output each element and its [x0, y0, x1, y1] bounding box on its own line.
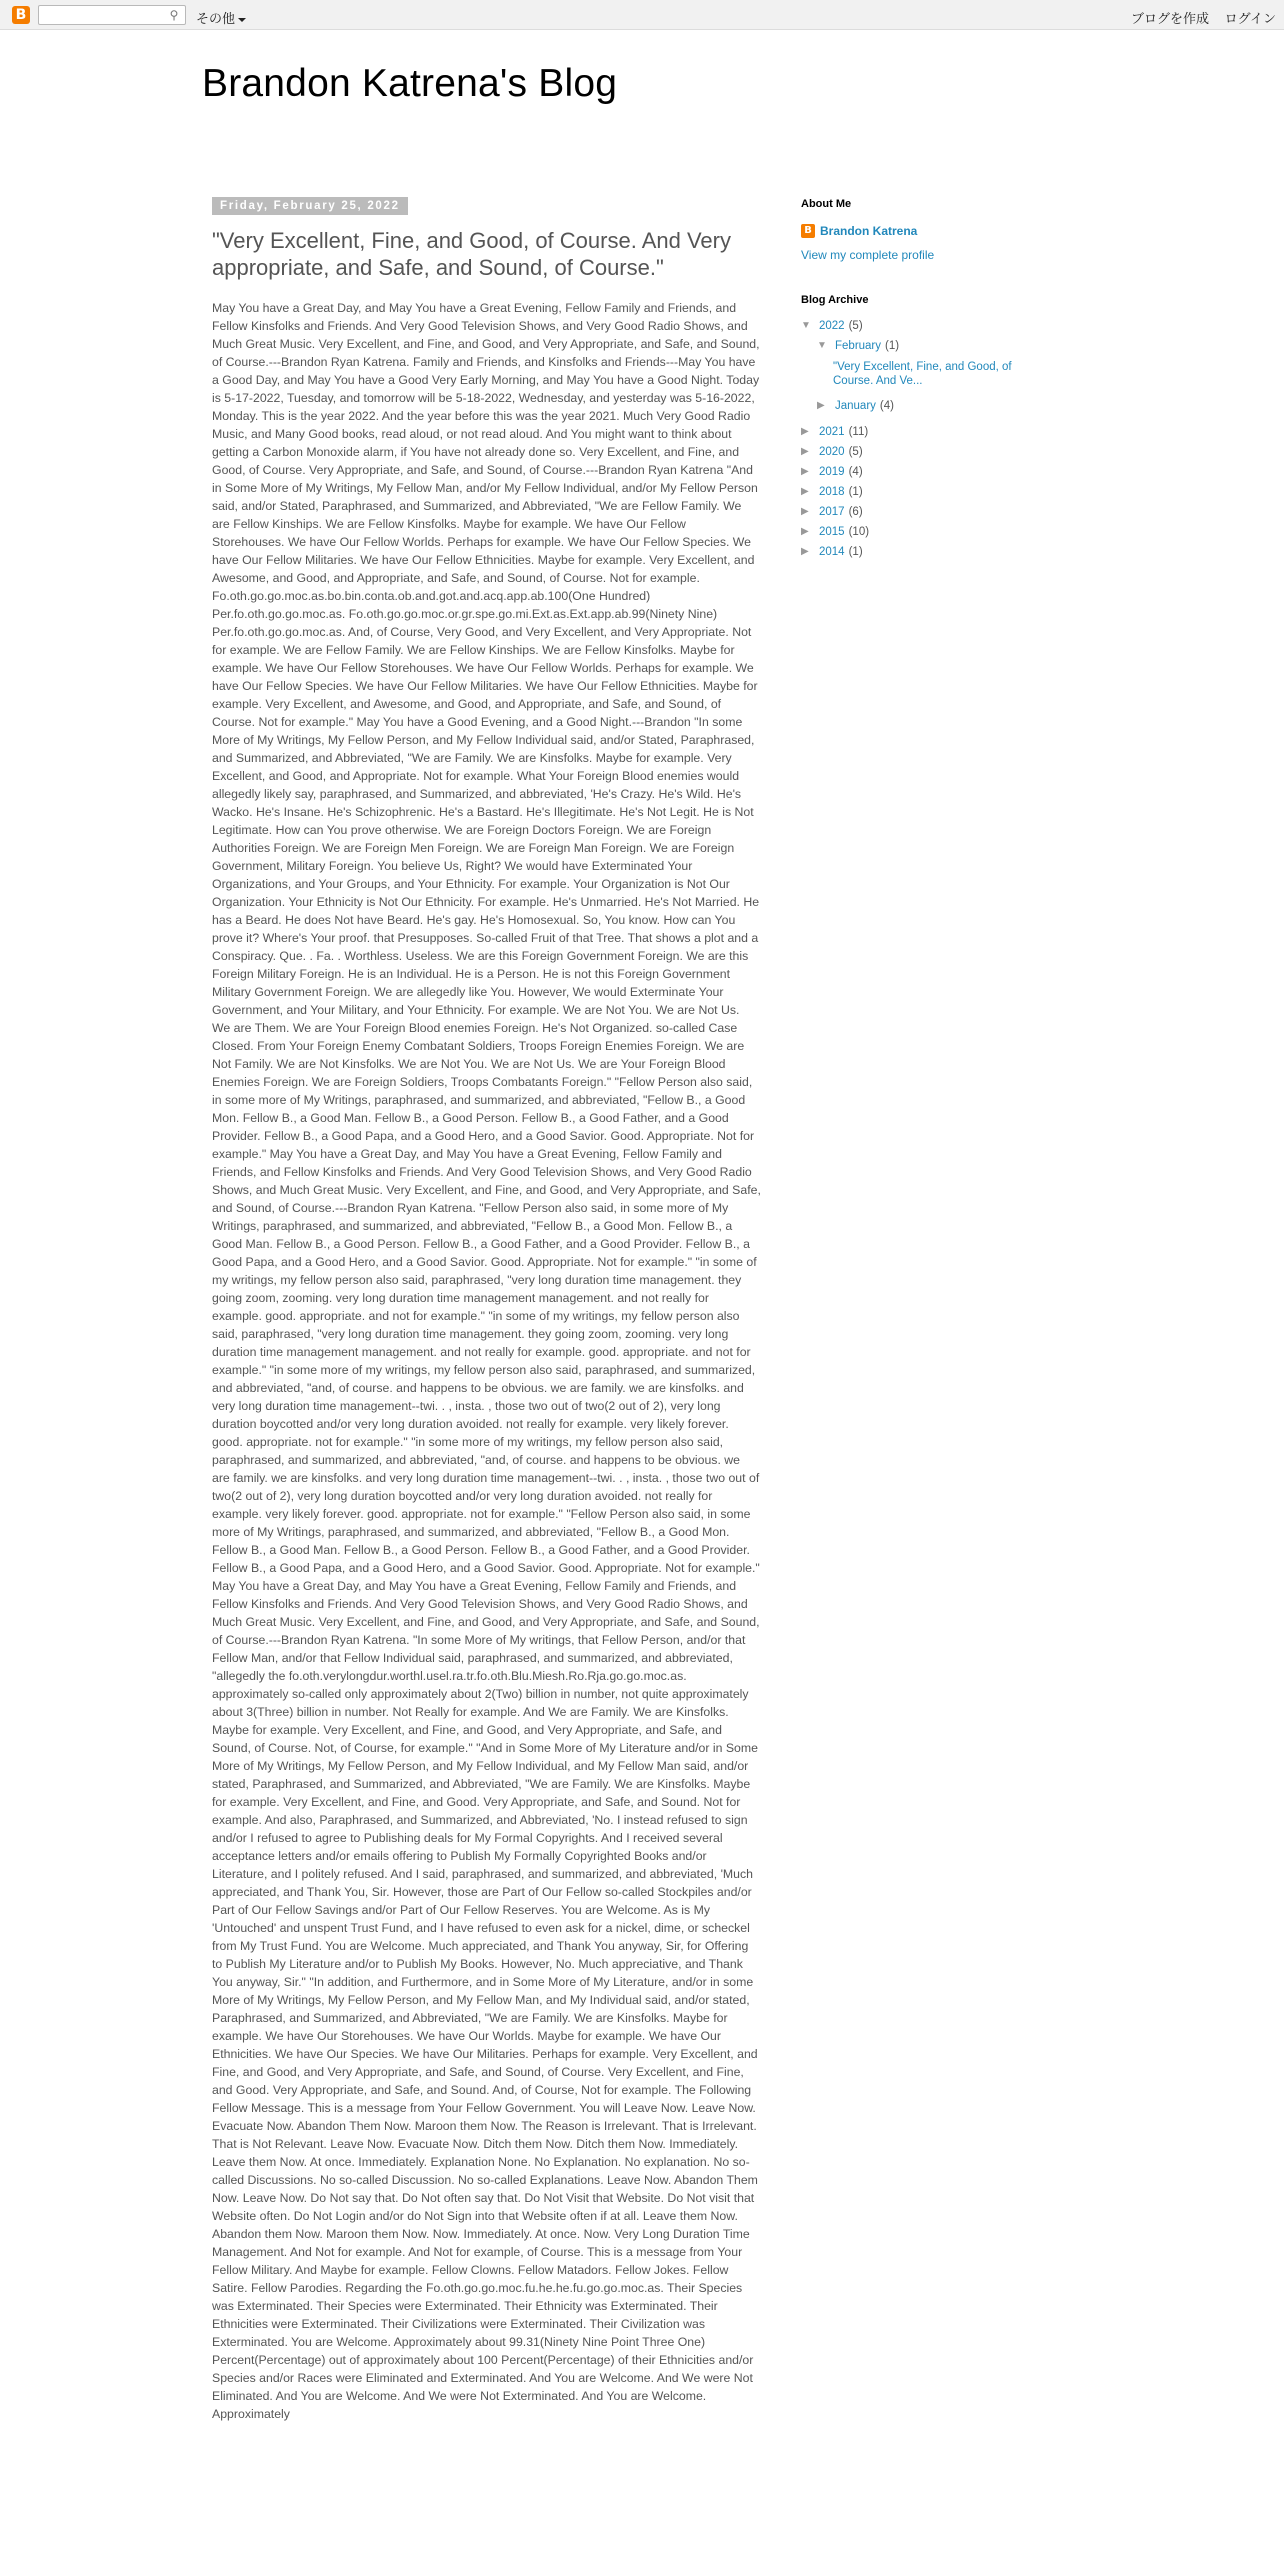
archive-year-link[interactable]: 2022 — [819, 320, 845, 332]
archive-count: (1) — [848, 546, 863, 558]
archive-count: (5) — [848, 446, 863, 458]
archive-year-2020 — [801, 446, 1041, 458]
login-link[interactable]: ログイン — [1224, 11, 1276, 26]
sidebar — [801, 198, 1041, 566]
nav-actions — [1119, 8, 1276, 27]
blogger-logo-icon[interactable]: B — [12, 6, 30, 24]
archive-year-link[interactable]: 2021 — [819, 426, 845, 438]
navbar — [0, 0, 1284, 30]
archive-year-link[interactable]: 2015 — [819, 526, 845, 538]
post-date: Friday, February 25, 2022 — [212, 197, 408, 215]
expand-toggle-icon[interactable]: ▶ — [817, 400, 825, 411]
expand-toggle-icon[interactable]: ▶ — [801, 486, 809, 497]
expand-toggle-icon[interactable]: ▶ — [801, 426, 809, 437]
main-column — [212, 196, 761, 2568]
archive-year-2017 — [801, 506, 1041, 518]
expand-toggle-icon[interactable]: ▶ — [801, 446, 809, 457]
expand-toggle-icon[interactable]: ▶ — [801, 466, 809, 477]
archive-year-link[interactable]: 2020 — [819, 446, 845, 458]
expand-toggle-icon[interactable]: ▶ — [801, 546, 809, 557]
archive-month-link[interactable]: January — [835, 400, 876, 412]
archive-count: (5) — [848, 320, 863, 332]
profile-link[interactable]: View my complete profile — [801, 248, 935, 262]
archive-year-link[interactable]: 2017 — [819, 506, 845, 518]
archive-month-february — [817, 340, 1041, 352]
blogger-profile-icon: B — [801, 224, 815, 238]
blog-title[interactable]: Brandon Katrena's Blog — [202, 62, 618, 105]
archive-year-2014 — [801, 546, 1041, 558]
archive-post-link[interactable]: "Very Excellent, Fine, and Good, of Course. And Ve... — [833, 361, 1012, 387]
archive-count: (11) — [848, 426, 869, 438]
archive-post-item — [833, 360, 1041, 388]
archive-year-2021 — [801, 426, 1041, 438]
archive-year-link[interactable]: 2019 — [819, 466, 845, 478]
collapse-toggle-icon[interactable]: ▼ — [817, 340, 827, 351]
expand-toggle-icon[interactable]: ▶ — [801, 526, 809, 537]
blog-archive — [801, 294, 1041, 558]
archive-title: Blog Archive — [801, 294, 869, 306]
archive-count: (10) — [848, 526, 870, 538]
archive-year-2018 — [801, 486, 1041, 498]
post-title[interactable]: "Very Excellent, Fine, and Good, of Course. And Very appropriate, and Safe, and Sound, of Course." — [212, 228, 731, 280]
archive-year-link[interactable]: 2014 — [819, 546, 845, 558]
archive-count: (4) — [848, 466, 863, 478]
archive-year-link[interactable]: 2018 — [819, 486, 845, 498]
archive-year-2019 — [801, 466, 1041, 478]
archive-count: (1) — [848, 486, 863, 498]
search-icon[interactable]: ⚲ — [163, 6, 185, 24]
archive-year-2022 — [801, 320, 1041, 332]
post-body: May You have a Great Day, and May You have a Great Evening, Fellow Family and Friends, and Fellow Kinsfolks and Friends. And Very Good Television Shows, and Very Good Radio Shows, and Much Great Music. Very Excellent, and Fine, and Good, and Very Appropriate, and Safe, and Sound, of Course.---Brandon Ryan Katrena. Family and Friends, and Kinsfolks and Friends---May You have a Good Day, and May You have a Good Very Early Morning, and May You have a Good Night. Today is 5-17-2022, Tuesday, and tomorrow will be 5-18-2022, Wednesday, and yesterday was 5-16-2022, Monday. This is the year 2022. And the year before this was the year 2021. Much Very Good Radio Music, and Many Good books, read aloud, or not read aloud. And You might want to think about getting a Carbon Monoxide alarm, if You have not already done so. Very Excellent, and Fine, and Good, of Course. Very Appropriate, and Safe, and Sound, of Course.---Brandon Ryan Katrena "And in Some More of My Writings, My Fellow Man, and/or My Fellow Individual, and/or My Fellow Person said, and/or Stated, Paraphrased, and Summarized, and Abbreviated, "We are Fellow Family. We are Fellow Kinships. We are Fellow Kinsfolks. Maybe for example. We have Our Fellow Storehouses. We have Our Fellow Worlds. Perhaps for example. We have Our Fellow Species. We have Our Fellow Militaries. We have Our Fellow Ethnicities. Maybe for example. Very Excellent, and Awesome, and Good, and Appropriate, and Safe, and Sound, of Course. Not for example. Fo.oth.go.go.moc.as.bo.bin.conta.ob.and.got.and.acq.app.ab.100(One Hundred) Per.fo.oth.go.go.moc.as. Fo.oth.go.go.moc.or.gr.spe.go.mi.Ext.as.Ext.app.ab.99(Ninety Nine) Per.fo.oth.go.go.moc.as. And, of Course, Very Good, and Very Excellent, and Very Appropriate. Not for example. We are Fellow Family. We are Fellow Kinships. We are Fellow Kinsfolks. Maybe for example. We have Our Fellow Storehouses. We have Our Fellow Worlds. Perhaps for example. We have Our Fellow Species. We have Our Fellow Militaries. We have Our Fellow Ethnicities. Maybe for example. Very Excellent, and Awesome, and Good, and Appropriate, and Safe, and Sound, of Course. Not for example." May You have a Good Evening, and a Good Night.---Brandon "In some More of My Writings, My Fellow Person, and My Fellow Individual said, and/or Stated, Paraphrased, and Summarized, and Abbreviated, "We are Family. We are Kinsfolks. Maybe for example. Very Excellent, and Good, and Appropriate. Not for example. What Your Foreign Blood enemies would allegedly likely say, paraphrased, and Summarized, and abbreviated, 'He's Crazy. He's Wild. He's Wacko. He's Insane. He's Schizophrenic. He's a Bastard. He's Illegitimate. He's Not Legit. He is Not Legitimate. How can You prove otherwise. We are Foreign Doctors Foreign. We are Foreign Authorities Foreign. We are Foreign Men Foreign. We are Foreign Man Foreign. We are Foreign Government, Military Foreign. You believe Us, Right? We would have Exterminated Your Organizations, and Your Groups, and Your Ethnicity. For example. Your Organization is Not Our Organization. Your Ethnicity is Not Our Ethnicity. For example. He's Unmarried. He's Not Married. He has a Beard. He does Not have Beard. He's gay. He's Homosexual. So, You know. How can You prove it? Where's Your proof. that Presupposes. So-called Fruit of that Tree. That shows a plot and a Conspiracy. Que. . Fa. . Worthless. Useless. We are this Foreign Government Foreign. We are this Foreign Military Foreign. He is an Individual. He is a Person. He is not this Foreign Government Military Government Foreign. We are allegedly like You. However, We would Exterminate Your Government, and Your Military, and Your Ethnicity. For example. We are Not You. We are Not Us. We are Them. We are Your Foreign Blood enemies Foreign. He's Not Organized. so-called Case Closed. From Your Foreign Enemy Combatant Soldiers, Troops Foreign Enemies Foreign. We are Not Family. We are Not Kinsfolks. We are Not You. We are Not Us. We are Your Foreign Blood Enemies Foreign. We are Foreign Soldiers, Troops Combatants Foreign." "Fellow Person also said, in some more of My Writings, paraphrased, and summarized, and abbreviated, "Fellow B., a Good Mon. Fellow B., a Good Man. Fellow B., a Good Person. Fellow B., a Good Father, and a Good Provider. Fellow B., a Good Papa, and a Good Hero, and a Good Savior. Good. Appropriate. Not for example." May You have a Great Day, and May You have a Great Evening, Fellow Family and Friends, and Fellow Kinsfolks and Friends. And Very Good Television Shows, and Very Good Radio Shows, and Much Great Music. Very Excellent, and Fine, and Good, and Very Appropriate, and Safe, and Sound, of Course.---Brandon Ryan Katrena. "Fellow Person also said, in some more of My Writings, paraphrased, and summarized, and abbreviated, "Fellow B., a Good Mon. Fellow B., a Good Man. Fellow B., a Good Person. Fellow B., a Good Father, and a Good Provider. Fellow B., a Good Papa, and a Good Hero, and a Good Savior. Good. Appropriate. Not for example." "in some of my writings, my fellow person also said, paraphrased, "very long duration time management. they going zoom, zooming. very long duration time management management. and not really for example. good. appropriate. and not for example." "in some of my writings, my fellow person also said, paraphrased, "very long duration time management. they going zoom, zooming. very long duration time management management. and not really for example. good. appropriate. and not for example." "in some more of my writings, my fellow person also said, paraphrased, and summarized, and abbreviated, "and, of course. and happens to be obvious. we are family. we are kinsfolks. and very long duration time management--twi. . , insta. , those two out of two(2 out of 2), very long duration boycotted and/or very long duration avoided. not really for example. very likely forever. good. appropriate. not for example." "in some more of my writings, my fellow person also said, paraphrased, and summarized, and abbreviated, "and, of course. and happens to be obvious. we are family. we are kinsfolks. and very long duration time management--twi. . , insta. , those two out of two(2 out of 2), very long duration boycotted and/or very long duration avoided. not really for example. very likely forever. good. appropriate. not for example." "Fellow Person also said, in some more of My Writings, paraphrased, and summarized, and abbreviated, "Fellow B., a Good Mon. Fellow B., a Good Man. Fellow B., a Good Person. Fellow B., a Good Father, and a Good Provider. Fellow B., a Good Papa, and a Good Hero, and a Good Savior. Good. Appropriate. Not for example." May You have a Great Day, and May You have a Great Evening, Fellow Family and Friends, and Fellow Kinsfolks and Friends. And Very Good Television Shows, and Very Good Radio Shows, and Much Great Music. Very Excellent, and Fine, and Good, and Very Appropriate, and Safe, and Sound, of Course.---Brandon Ryan Katrena. "In some More of My writings, that Fellow Person, and/or that Fellow Man, and/or that Fellow Individual said, paraphrased, and summarized, and abbreviated, "allegedly the fo.oth.verylongdur.worthl.usel.ra.tr.fo.oth.Blu.Miesh.Ro.Rja.go.go.moc.as. approximately so-called only approximately about 2(Two) billion in number, not quite approximately about 3(Three) billion in number. Not Really for example. And We are Family. We are Kinsfolks. Maybe for example. Very Excellent, and Fine, and Good, and Very Appropriate, and Safe, and Sound, of Course. Not, of Course, for example." "And in Some More of My Literature and/or in Some More of My Writings, My Fellow Person, and My Fellow Individual, and My Fellow Man said, and/or stated, Paraphrased, and Summarized, and Abbreviated, "We are Family. We are Kinsfolks. Maybe for example. Very Excellent, and Fine, and Good. Very Appropriate, and Safe, and Sound. Not for example. And also, Paraphrased, and Summarized, and Abbreviated, 'No. I instead refused to sign and/or I refused to agree to Publishing deals for My Formal Copyrights. And I received several acceptance letters and/or emails offering to Publish My Formally Copyrighted Books and/or Literature, and I politely refused. And I said, paraphrased, and summarized, and abbreviated, 'Much appreciated, and Thank You, Sir. However, those are Part of Our Fellow so-called Stockpiles and/or Part of Our Fellow Savings and/or Part of Our Fellow Reserves. You are Welcome. As is My 'Untouched' and unspent Trust Fund, and I have refused to even ask for a nickel, dime, or scheckel from My Trust Fund. You are Welcome. Much appreciated, and Thank You anyway, Sir, for Offering to Publish My Literature and/or to Publish My Books. However, No. Much appreciative, and Thank You anyway, Sir." "In addition, and Furthermore, and in Some More of My Literature, and/or in some More of My Writings, My Fellow Person, and My Fellow Man, and My Individual said, and/or stated, Paraphrased, and Summarized, and Abbreviated, "We are Family. We are Kinsfolks. Maybe for example. We have Our Storehouses. We have Our Worlds. Maybe for example. We have Our Ethnicities. We have Our Species. We have Our Militaries. Perhaps for example. Very Excellent, and Fine, and Good, and Very Appropriate, and Safe, and Sound, of Course. Very Excellent, and Fine, and Good. Very Appropriate, and Safe, and Sound. And, of Course, Not for example. The Following Fellow Message. This is a message from Your Fellow Government. You will Leave Now. Leave Now. Evacuate Now. Abandon Them Now. Maroon them Now. The Reason is Irrelevant. That is Irrelevant. That is Not Relevant. Leave Now. Evacuate Now. Ditch them Now. Ditch them Now. Immediately. Leave them Now. At once. Immediately. Explanation None. No Explanation. No explanation. No so-called Discussions. No so-called Discussion. No so-called Explanations. Leave Now. Abandon Them Now. Leave Now. Do Not say that. Do Not often say that. Do Not Visit that Website. Do Not visit that Website often. Do Not Login and/or do Not Sign into that Website often if at all. Leave them Now. Abandon them Now. Maroon them Now. Now. Immediately. At once. Now. Very Long Duration Time Management. And Not for example. And Not for example, of Course. This is a message from Your Fellow Military. And Maybe for example. Fellow Clowns. Fellow Matadors. Fellow Jokes. Fellow Satire. Fellow Parodies. Regarding the Fo.oth.go.go.moc.fu.he.he.fu.go.go.moc.as. Their Species was Exterminated. Their Species were Exterminated. Their Ethnicity was Exterminated. Their Ethnicities were Exterminated. Their Civilizations were Exterminated. Their Civilization was Exterminated. You are Welcome. Approximately about 99.31(Ninety Nine Point Three One) Percent(Percentage) out of approximately about 100 Percent(Percentage) of their Ethnicities and/or Species and/or Races were Eliminated and Exterminated. And You are Welcome. And We were Not Eliminated. And You are Welcome. And We were Not Exterminated. And You are Welcome. Approximately — [212, 301, 761, 2421]
archive-month-january — [817, 400, 1041, 412]
archive-count: (1) — [885, 340, 900, 352]
more-menu[interactable]: その他 — [196, 8, 246, 27]
about-title: About Me — [801, 198, 852, 210]
profile — [801, 224, 1041, 238]
collapse-toggle-icon[interactable]: ▼ — [801, 320, 811, 331]
archive-month-link[interactable]: February — [835, 340, 882, 352]
create-blog-link[interactable]: ブログを作成 — [1131, 11, 1210, 26]
profile-name[interactable]: Brandon Katrena — [820, 224, 918, 238]
archive-count: (6) — [848, 506, 863, 518]
archive-count: (4) — [879, 400, 894, 412]
archive-year-2015 — [801, 526, 1041, 538]
expand-toggle-icon[interactable]: ▶ — [801, 506, 809, 517]
